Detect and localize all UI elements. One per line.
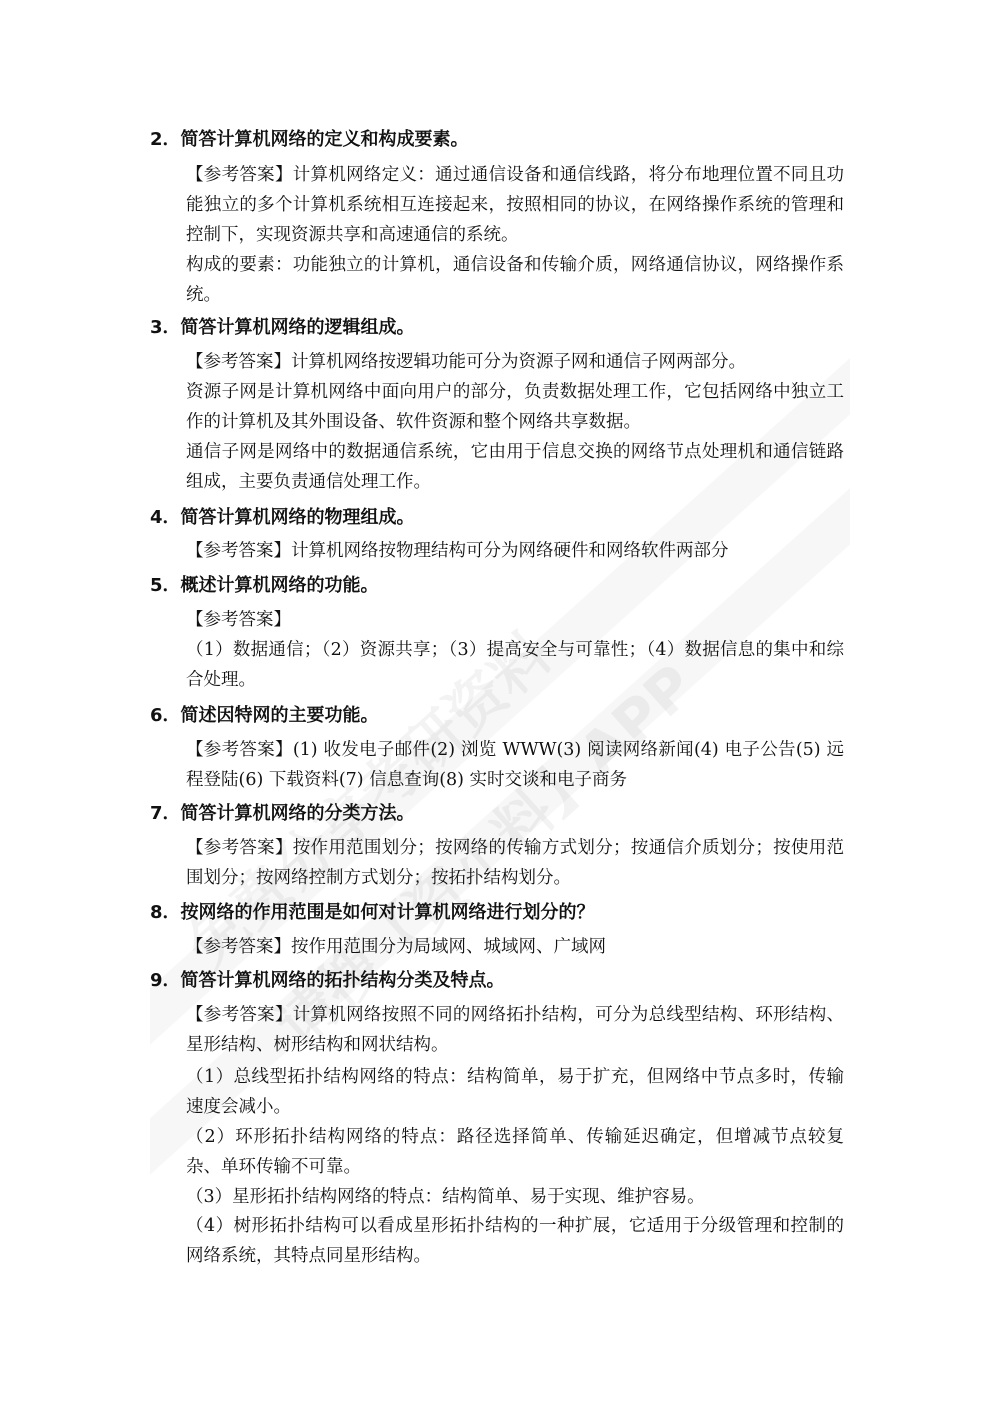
question-number: 3．	[150, 317, 181, 338]
question-5-heading	[150, 571, 850, 601]
answer-paragraph: 【参考答案】(1) 收发电子邮件(2) 浏览 WWW(3) 阅读网络新闻(4) 电子公告(5) 远程登陆(6) 下载资料(7) 信息查询(8) 实时交谈和电子商务	[186, 740, 844, 790]
question-6-heading	[150, 701, 850, 731]
question-number: 4．	[150, 507, 181, 528]
answer-paragraph: 【参考答案】计算机网络按物理结构可分为网络硬件和网络软件两部分	[186, 541, 729, 561]
answer-paragraph: （3）星形拓扑结构网络的特点：结构简单、易于实现、维护容易。	[186, 1187, 705, 1207]
answer-paragraph: 构成的要素：功能独立的计算机，通信设备和传输介质，网络通信协议，网络操作系统。	[186, 255, 844, 305]
answer-paragraph: （2）环形拓扑结构网络的特点：路径选择简单、传输延迟确定，但增减节点较复杂、单环传输不可靠。	[186, 1127, 844, 1177]
question-4-heading	[150, 503, 850, 533]
question-title: 概述计算机网络的功能。	[180, 575, 379, 596]
answer-paragraph: 【参考答案】	[186, 610, 291, 630]
answer-paragraph: 【参考答案】按作用范围划分；按网络的传输方式划分；按通信介质划分；按使用范围划分；按网络控制方式划分；按拓扑结构划分。	[186, 838, 844, 888]
answer-paragraph: 【参考答案】计算机网络按逻辑功能可分为资源子网和通信子网两部分。	[186, 352, 746, 372]
answer-paragraph: 【参考答案】按作用范围分为局域网、城域网、广域网	[186, 937, 606, 957]
question-title: 按网络的作用范围是如何对计算机网络进行划分的？	[180, 902, 595, 923]
answer-paragraph: 通信子网是网络中的数据通信系统，它由用于信息交换的网络节点处理机和通信链路组成，主要负责通信处理工作。	[186, 442, 844, 492]
answer-paragraph: （1）数据通信；（2）资源共享；（3）提高安全与可靠性；（4）数据信息的集中和综合处理。	[186, 640, 844, 690]
answer-paragraph: 资源子网是计算机网络中面向用户的部分，负责数据处理工作，它包括网络中独立工作的计算机及其外围设备、软件资源和整个网络共享数据。	[186, 382, 844, 432]
question-title: 简答计算机网络的定义和构成要素。	[180, 129, 469, 150]
question-8-heading	[150, 898, 850, 928]
question-number: 6．	[150, 705, 181, 726]
answer-paragraph: （1）总线型拓扑结构网络的特点：结构简单，易于扩充，但网络中节点多时，传输速度会减小。	[186, 1067, 844, 1117]
question-number: 2．	[150, 129, 181, 150]
answer-paragraph: 【参考答案】计算机网络按照不同的网络拓扑结构，可分为总线型结构、环形结构、星形结构、树形结构和网状结构。	[186, 1005, 844, 1055]
question-title: 简述因特网的主要功能。	[180, 705, 379, 726]
question-title: 简答计算机网络的逻辑组成。	[180, 317, 415, 338]
question-number: 8．	[150, 902, 181, 923]
question-number: 9．	[150, 970, 181, 991]
answer-paragraph: 【参考答案】计算机网络定义：通过通信设备和通信线路，将分布地理位置不同且功能独立的多个计算机系统相互连接起来，按照相同的协议，在网络操作系统的管理和控制下，实现资源共享和高速通信的系统。	[186, 165, 844, 245]
question-9-heading	[150, 966, 850, 996]
question-title: 简答计算机网络的物理组成。	[180, 507, 415, 528]
question-7-heading	[150, 799, 850, 829]
answer-paragraph: （4）树形拓扑结构可以看成星形拓扑结构的一种扩展，它适用于分级管理和控制的网络系统，其特点同星形结构。	[186, 1216, 844, 1266]
question-number: 5．	[150, 575, 181, 596]
question-title: 简答计算机网络的拓扑结构分类及特点。	[180, 970, 505, 991]
question-number: 7．	[150, 803, 181, 824]
question-title: 简答计算机网络的分类方法。	[180, 803, 415, 824]
question-2-heading	[150, 125, 850, 155]
question-3-heading	[150, 313, 850, 343]
